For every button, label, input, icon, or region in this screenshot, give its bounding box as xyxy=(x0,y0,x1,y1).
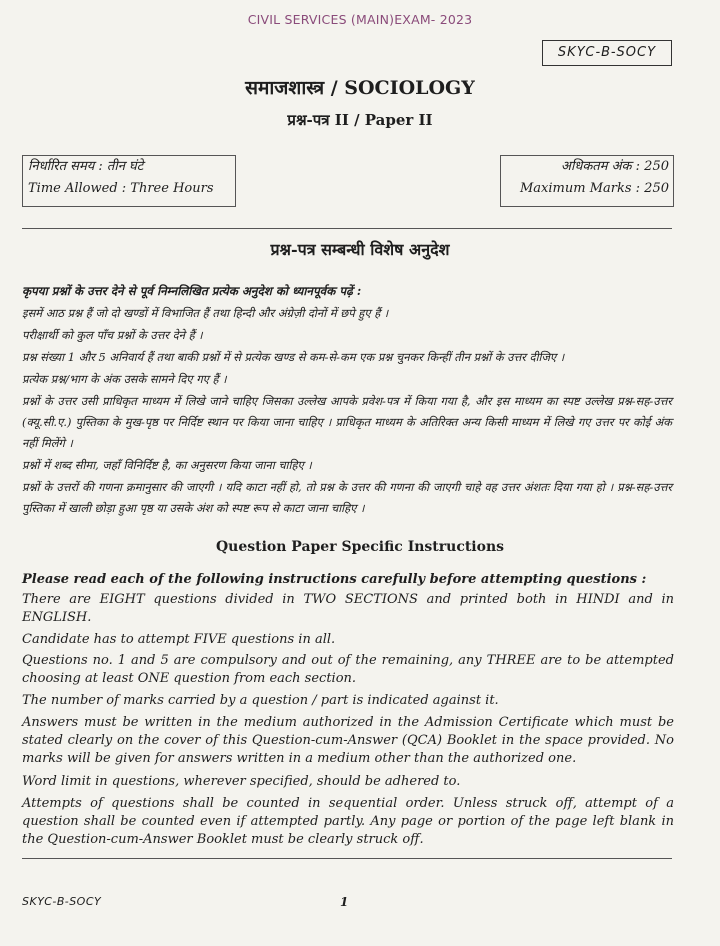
page-number: 1 xyxy=(340,895,349,909)
hindi-instructions-heading: प्रश्न-पत्र सम्बन्धी विशेष अनुदेश xyxy=(270,240,450,259)
hindi-item: प्रत्येक प्रश्न/भाग के अंक उसके सामने दिए गए हैं । xyxy=(22,372,227,386)
english-item: The number of marks carried by a question / part is indicated against it. xyxy=(22,693,499,708)
english-item: Candidate has to attempt FIVE questions in all. xyxy=(22,632,336,647)
divider-top xyxy=(22,228,672,229)
exam-header: CIVIL SERVICES (MAIN)EXAM- 2023 xyxy=(247,12,473,27)
hindi-item: प्रश्नों में शब्द सीमा, जहाँ विनिर्दिष्ट है, का अनुसरण किया जाना चाहिए । xyxy=(22,458,312,472)
maximum-marks-box xyxy=(500,155,674,207)
paper-code-box: SKYC-B-SOCY xyxy=(542,40,672,66)
hindi-item: प्रश्नों के उत्तर उसी प्राधिकृत माध्यम में लिखे जाने चाहिए जिसका उल्लेख आपके प्रवेश-पत्र में किया गया है, और इस माध्यम का स्पष्ट उल्लेख प्रश्न-सह-उत्तर (क्यू.सी.ए.) पुस्तिका के मुख-पृष्ठ पर निर्दिष्ट स्थान पर किया जाना चाहिए । प्राधिकृत माध्यम के अतिरिक्त अन्य किसी माध्यम में लिखे गए उत्तर पर कोई अंक नहीं मिलेंगे । xyxy=(22,394,672,450)
marks-english: Maximum Marks : 250 xyxy=(520,181,669,196)
time-english: Time Allowed : Three Hours xyxy=(28,181,214,196)
hindi-item: परीक्षार्थी को कुल पाँच प्रश्नों के उत्तर देने हैं । xyxy=(22,328,203,342)
hindi-item: इसमें आठ प्रश्न हैं जो दो खण्डों में विभाजित हैं तथा हिन्दी और अंग्रेज़ी दोनों में छपे हुए हैं । xyxy=(22,306,389,320)
hindi-lead: कृपया प्रश्नों के उत्तर देने से पूर्व निम्नलिखित प्रत्येक अनुदेश को ध्यानपूर्वक पढ़ें : xyxy=(22,284,362,298)
english-item: There are EIGHT questions divided in TWO SECTIONS and printed both in HINDI and in ENGLISH. xyxy=(22,592,674,625)
english-instructions-heading: Question Paper Specific Instructions xyxy=(215,539,505,555)
paper-subtitle: प्रश्न-पत्र II / Paper II xyxy=(287,111,433,129)
time-hindi: निर्धारित समय : तीन घंटे xyxy=(28,159,144,174)
english-item: Answers must be written in the medium authorized in the Admission Certificate which must be stated clearly on the cover of this Question-cum-Answer (QCA) Booklet in the space provided. No marks will be given for answers written in a medium other than the authorized one. xyxy=(22,715,674,766)
hindi-item: प्रश्नों के उत्तरों की गणना क्रमानुसार की जाएगी । यदि काटा नहीं हो, तो प्रश्न के उत्तर की गणना की जाएगी चाहे वह उत्तर अंशतः दिया गया हो । प्रश्न-सह-उत्तर पुस्तिका में खाली छोड़ा हुआ पृष्ठ या उसके अंश को स्पष्ट रूप से काटा जाना चाहिए । xyxy=(22,480,672,515)
footer-paper-code: SKYC-B-SOCY xyxy=(22,895,102,908)
english-lead: Please read each of the following instructions carefully before attempting questions : xyxy=(22,572,647,587)
divider-bottom xyxy=(22,858,672,859)
time-allowed-box xyxy=(22,155,236,207)
english-item: Questions no. 1 and 5 are compulsory and out of the remaining, any THREE are to be attempted choosing at least ONE question from each section. xyxy=(22,653,674,686)
hindi-item: प्रश्न संख्या 1 और 5 अनिवार्य हैं तथा बाकी प्रश्नों में से प्रत्येक खण्ड से कम-से-कम एक प्रश्न चुनकर किन्हीं तीन प्रश्नों के उत्तर दीजिए । xyxy=(22,350,565,364)
marks-hindi: अधिकतम अंक : 250 xyxy=(561,159,669,174)
page-title: समाजशास्त्र / SOCIOLOGY xyxy=(245,77,475,99)
english-item: Attempts of questions shall be counted in sequential order. Unless struck off, attempt of a question shall be counted even if attempted partly. Any page or portion of the page left blank in the Question-cum-Answer Booklet must be clearly struck off. xyxy=(22,796,674,847)
english-item: Word limit in questions, wherever specified, should be adhered to. xyxy=(22,774,461,789)
